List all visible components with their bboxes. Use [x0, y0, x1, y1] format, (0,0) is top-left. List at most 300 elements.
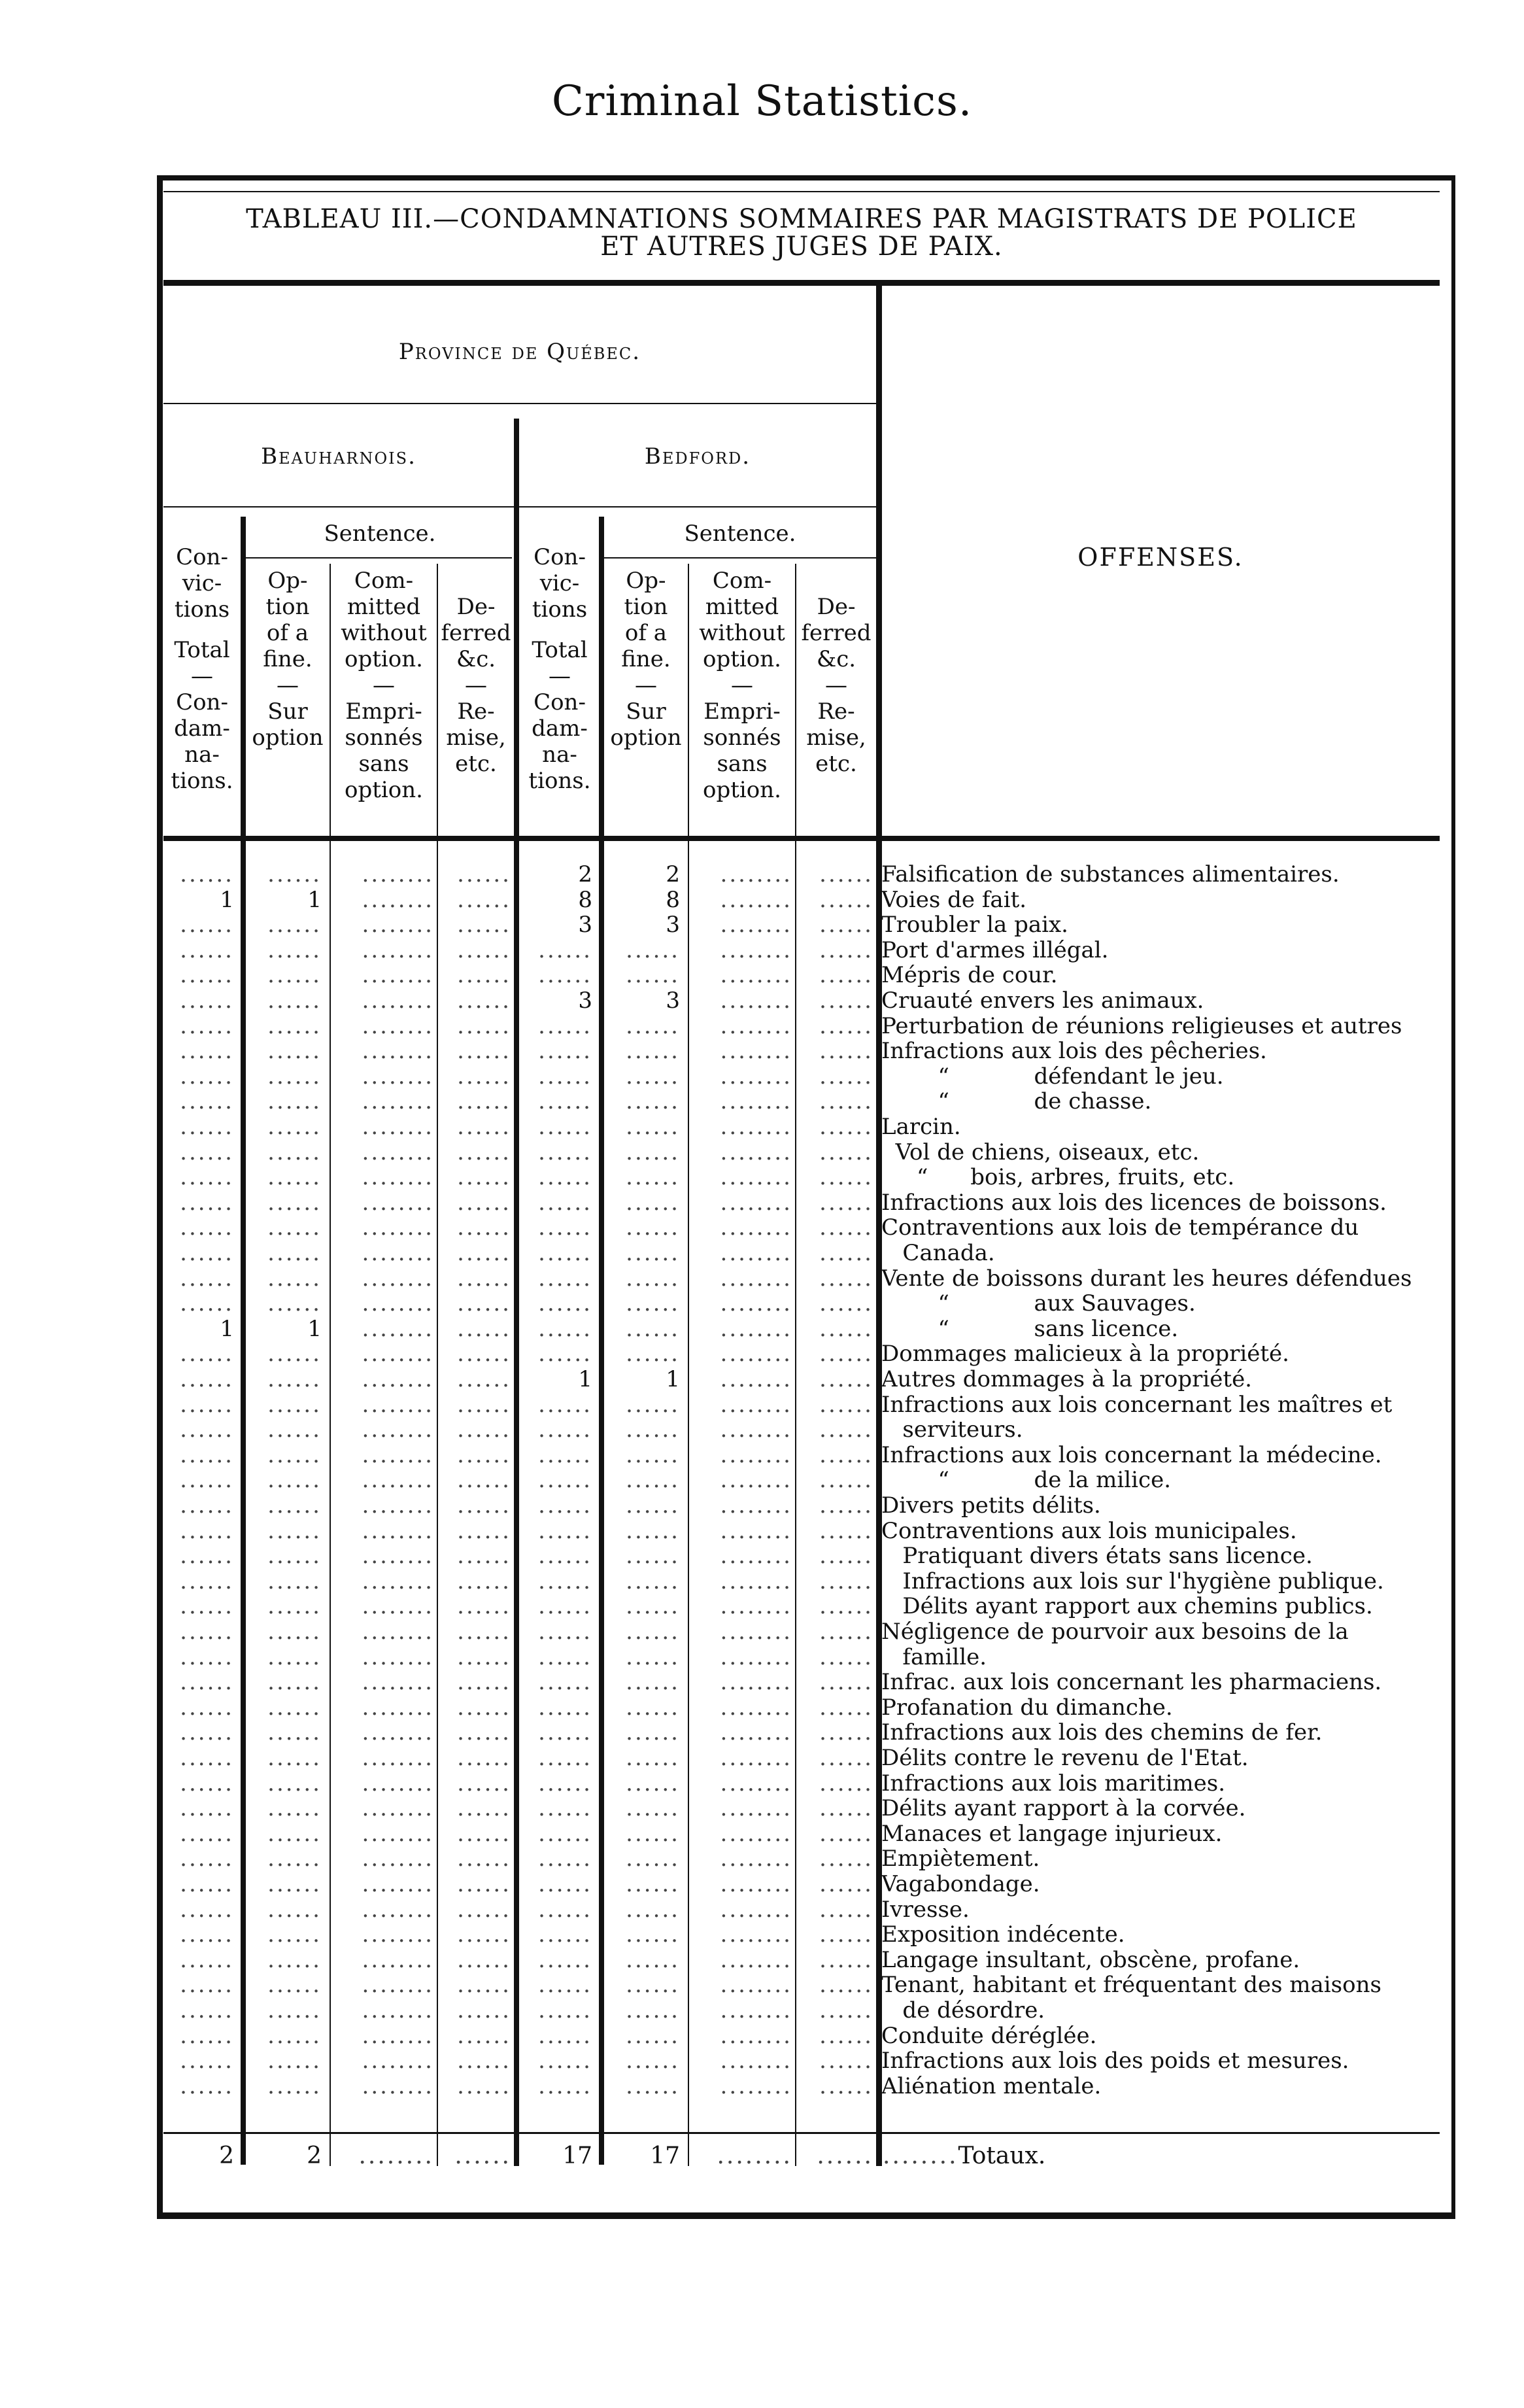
cell-beauharnois-deferred-dots: ...... — [457, 1039, 511, 1064]
cell-bedford-deferred-dots: ...... — [819, 1442, 873, 1468]
cell-beauharnois-deferred-dots: ...... — [457, 862, 511, 887]
cell-bedford-option-dots: ...... — [626, 1241, 680, 1265]
cell-bedford-deferred-dots: ...... — [819, 1190, 873, 1215]
cell-beauharnois-convictions-dots: ...... — [180, 1821, 234, 1846]
cell-bedford-committed-dots: ........ — [720, 1013, 792, 1039]
cell-beauharnois-convictions-dots: ...... — [180, 1796, 234, 1821]
cell-beauharnois-deferred-dots: ...... — [457, 988, 511, 1013]
cell-bedford-convictions-dots: ...... — [538, 1013, 592, 1039]
offense-label: Langage insultant, obscène, profane. — [881, 1946, 1300, 1973]
cell-bedford-option-dots: ...... — [626, 2023, 680, 2048]
cell-beauharnois-option-dots: ...... — [267, 2073, 322, 2099]
cell-beauharnois-deferred-dots: ...... — [457, 1821, 511, 1846]
cell-beauharnois-committed-dots: ........ — [362, 988, 434, 1013]
cell-beauharnois-committed-dots: ........ — [362, 1442, 434, 1468]
cell-beauharnois-convictions-dots: ...... — [180, 1468, 234, 1493]
offense-label: Exposition indécente. — [881, 1921, 1125, 1948]
cell-beauharnois-deferred-dots: ...... — [457, 1165, 511, 1190]
cell-bedford-option-dots: ...... — [626, 1392, 680, 1417]
cell-bedford-deferred-dots: ...... — [819, 1947, 873, 1972]
cell-beauharnois-deferred-dots: ...... — [457, 1770, 511, 1796]
cell-bedford-deferred-dots: ...... — [819, 887, 873, 912]
offense-label: Ivresse. — [881, 1896, 970, 1923]
cell-bedford-option-dots: ...... — [626, 1694, 680, 1720]
offense-label: Vagabondage. — [881, 1871, 1040, 1897]
cell-beauharnois-option-dots: ...... — [267, 1114, 322, 1139]
cell-bedford-convictions: 8 — [578, 887, 592, 912]
table-row — [163, 1897, 1440, 1922]
offense-label: Délits ayant rapport à la corvée. — [881, 1795, 1246, 1822]
cell-bedford-option-dots: ...... — [626, 937, 680, 963]
cell-beauharnois-committed-dots: ........ — [362, 1114, 434, 1139]
cell-beauharnois-deferred-dots: ...... — [457, 1972, 511, 1998]
cell-beauharnois-committed-dots: ........ — [362, 1694, 434, 1720]
cell-beauharnois-option-dots: ...... — [267, 1746, 322, 1770]
cell-beauharnois-deferred-dots: ...... — [457, 1594, 511, 1619]
cell-beauharnois-deferred-dots: ...... — [457, 1746, 511, 1770]
cell-beauharnois-convictions-dots: ...... — [180, 1114, 234, 1139]
cell-beauharnois-convictions-dots: ...... — [180, 1897, 234, 1922]
cell-bedford-option-dots: ...... — [626, 1796, 680, 1821]
cell-bedford-deferred-dots: ...... — [819, 1013, 873, 1039]
cell-bedford-convictions-dots: ...... — [538, 1796, 592, 1821]
table-row — [163, 938, 1440, 963]
cell-beauharnois-option-dots: ...... — [267, 1897, 322, 1922]
cell-bedford-convictions-dots: ...... — [538, 1846, 592, 1872]
cell-bedford-committed-dots: ........ — [720, 1543, 792, 1569]
cell-beauharnois-convictions-dots: ...... — [180, 2073, 234, 2099]
column-head-option-bedford: Op- tion of a fine. — Sur option — [610, 568, 682, 751]
offense-label: Vente de boissons durant les heures défendues — [881, 1265, 1412, 1292]
offense-label: serviteurs. — [881, 1417, 1023, 1443]
cell-bedford-committed-dots: ........ — [720, 1770, 792, 1796]
cell-beauharnois-committed-dots: ........ — [362, 1543, 434, 1569]
cell-beauharnois-committed-dots: ........ — [362, 1367, 434, 1392]
cell-bedford-committed-dots: ........ — [720, 1872, 792, 1897]
table-row — [163, 1367, 1440, 1392]
table-row — [163, 1846, 1440, 1871]
cell-bedford-convictions-dots: ...... — [538, 1493, 592, 1518]
table-row — [163, 2048, 1440, 2073]
cell-beauharnois-deferred-dots: ...... — [457, 1417, 511, 1443]
cell-bedford-option-dots: ...... — [626, 1720, 680, 1746]
cell-beauharnois-option-dots: ...... — [267, 1694, 322, 1720]
table-row — [163, 1670, 1440, 1694]
cell-bedford-convictions-dots: ...... — [538, 1998, 592, 2023]
table-row — [163, 887, 1440, 912]
cell-beauharnois-committed-dots: ........ — [362, 1417, 434, 1443]
cell-beauharnois-option-dots: ...... — [267, 1265, 322, 1291]
cell-beauharnois-deferred-dots: ...... — [457, 2073, 511, 2099]
cell-beauharnois-convictions-dots: ...... — [180, 1543, 234, 1569]
cell-bedford-convictions-dots: ...... — [538, 1947, 592, 1972]
cell-beauharnois-convictions-dots: ...... — [180, 1241, 234, 1265]
cell-bedford-convictions-dots: ...... — [538, 1972, 592, 1998]
cell-bedford-deferred-dots: ...... — [819, 1241, 873, 1265]
table-row — [163, 1266, 1440, 1291]
cell-bedford-convictions-dots: ...... — [538, 1089, 592, 1114]
cell-beauharnois-convictions-dots: ...... — [180, 1594, 234, 1619]
offense-label: Mépris de cour. — [881, 962, 1058, 989]
cell-bedford-committed-dots: ........ — [720, 1594, 792, 1619]
table-row — [163, 1392, 1440, 1417]
cell-bedford-option: 1 — [666, 1367, 680, 1392]
column-head-committed-beauharnois: Com- mitted without option. — Empri- sonnés sans option. — [341, 568, 427, 803]
cell-beauharnois-option-dots: ...... — [267, 1442, 322, 1468]
cell-beauharnois-deferred-dots: ...... — [457, 1215, 511, 1241]
cell-beauharnois-option-dots: ...... — [267, 1670, 322, 1695]
cell-beauharnois-deferred-dots: ...... — [457, 937, 511, 963]
offenses-heading: OFFENSES. — [1077, 543, 1244, 572]
table-row — [163, 1316, 1440, 1341]
cell-bedford-convictions-dots: ...... — [538, 2073, 592, 2099]
offense-label: Conduite déréglée. — [881, 2022, 1097, 2049]
table-row — [163, 1569, 1440, 1594]
cell-bedford-option-dots: ...... — [626, 1922, 680, 1948]
cell-beauharnois-deferred-dots: ...... — [457, 1392, 511, 1417]
table-row — [163, 1519, 1440, 1543]
cell-beauharnois-option-dots: ...... — [267, 937, 322, 963]
cell-bedford-convictions-dots: ...... — [538, 1644, 592, 1670]
cell-beauharnois-deferred-dots: ...... — [457, 1518, 511, 1543]
cell-beauharnois-committed-dots: ........ — [362, 1291, 434, 1316]
cell-bedford-convictions-dots: ...... — [538, 1694, 592, 1720]
cell-beauharnois-option-dots: ...... — [267, 1644, 322, 1670]
cell-beauharnois-option-dots: ...... — [267, 1720, 322, 1746]
cell-beauharnois-committed-dots: ........ — [362, 912, 434, 938]
cell-beauharnois-convictions-dots: ...... — [180, 1265, 234, 1291]
cell-bedford-option: 3 — [666, 988, 680, 1013]
cell-bedford-option: 3 — [666, 912, 680, 938]
cell-bedford-deferred-dots: ...... — [819, 1619, 873, 1644]
cell-bedford-committed-dots: ........ — [720, 1417, 792, 1443]
cell-bedford-committed-dots: ........ — [720, 937, 792, 963]
cell-bedford-deferred-dots: ...... — [819, 1089, 873, 1114]
cell-beauharnois-option-dots: ...... — [267, 1241, 322, 1265]
cell-beauharnois-committed-dots: ........ — [362, 1139, 434, 1165]
offense-label: Divers petits délits. — [881, 1492, 1101, 1519]
cell-bedford-committed-dots: ........ — [720, 1442, 792, 1468]
cell-beauharnois-convictions-dots: ...... — [180, 1518, 234, 1543]
cell-bedford-deferred-dots: ...... — [819, 2023, 873, 2048]
cell-beauharnois-convictions-dots: ...... — [180, 1619, 234, 1644]
table-row — [163, 1165, 1440, 1190]
cell-beauharnois-convictions-dots: ...... — [180, 1442, 234, 1468]
cell-beauharnois-convictions-dots: ...... — [180, 1291, 234, 1316]
table-row — [163, 1746, 1440, 1770]
offense-label: Vol de chiens, oiseaux, etc. — [881, 1139, 1200, 1165]
column-head-deferred-beauharnois: De- ferred &c. — Re- mise, etc. — [441, 594, 511, 777]
table-row — [163, 1972, 1440, 1997]
offense-label: Contraventions aux lois de tempérance du — [881, 1214, 1359, 1241]
cell-bedford-convictions-dots: ...... — [538, 1821, 592, 1846]
offense-label: “ de chasse. — [881, 1088, 1152, 1115]
cell-beauharnois-option-dots: ...... — [267, 1417, 322, 1443]
totals-label-text: Totaux. — [958, 2142, 1046, 2169]
cell-beauharnois-option-dots: ...... — [267, 1215, 322, 1241]
cell-beauharnois-option-dots: ...... — [267, 1846, 322, 1872]
province-rule — [163, 403, 876, 404]
cell-beauharnois-option: 1 — [307, 1316, 322, 1341]
cell-bedford-deferred-dots: ...... — [819, 2048, 873, 2074]
cell-beauharnois-convictions-dots: ...... — [180, 1846, 234, 1872]
cell-beauharnois-convictions-dots: ...... — [180, 1746, 234, 1770]
table-row — [163, 1720, 1440, 1745]
cell-bedford-option-dots: ...... — [626, 1139, 680, 1165]
cell-bedford-deferred-dots: ...... — [819, 2073, 873, 2099]
cell-bedford-committed-dots: ........ — [720, 1972, 792, 1998]
offense-label: Délits contre le revenu de l'Etat. — [881, 1745, 1249, 1771]
cell-beauharnois-committed-dots: ........ — [362, 1493, 434, 1518]
table-row — [163, 1417, 1440, 1442]
cell-bedford-deferred-dots: ...... — [819, 1518, 873, 1543]
cell-beauharnois-committed-dots: ........ — [362, 1039, 434, 1064]
offense-label: Empiètement. — [881, 1846, 1040, 1872]
cell-bedford-convictions-dots: ...... — [538, 937, 592, 963]
column-head-deferred-bedford: De- ferred &c. — Re- mise, etc. — [801, 594, 872, 777]
cell-bedford-option-dots: ...... — [626, 1039, 680, 1064]
cell-bedford-option-dots: ...... — [626, 1089, 680, 1114]
cell-bedford-deferred-dots: ...... — [819, 1291, 873, 1316]
cell-beauharnois-committed-dots: ........ — [362, 1241, 434, 1265]
offense-label: Contraventions aux lois municipales. — [881, 1517, 1297, 1544]
table-row — [163, 1468, 1440, 1492]
cell-bedford-committed-dots: ........ — [720, 1265, 792, 1291]
cell-beauharnois-deferred-dots: ...... — [457, 1619, 511, 1644]
cell-bedford-deferred-dots: ...... — [819, 1796, 873, 1821]
table-row — [163, 963, 1440, 988]
offense-label: Autres dommages à la propriété. — [881, 1366, 1252, 1392]
cell-beauharnois-committed-dots: ........ — [362, 1063, 434, 1089]
cell-beauharnois-convictions-dots: ...... — [180, 1341, 234, 1367]
cell-bedford-convictions-dots: ...... — [538, 1215, 592, 1241]
cell-bedford-committed-dots: ........ — [720, 1493, 792, 1518]
cell-beauharnois-option-dots: ...... — [267, 963, 322, 988]
cell-beauharnois-committed-dots: ........ — [362, 1568, 434, 1594]
offense-label: Dommages malicieux à la propriété. — [881, 1341, 1289, 1367]
cell-bedford-option-dots: ...... — [626, 1291, 680, 1316]
cell-beauharnois-option-dots: ...... — [267, 1947, 322, 1972]
table-row — [163, 1922, 1440, 1947]
cell-beauharnois-committed-dots: ........ — [362, 2048, 434, 2074]
cell-bedford-option-dots: ...... — [626, 1770, 680, 1796]
cell-beauharnois-option-dots: ...... — [267, 1291, 322, 1316]
cell-beauharnois-deferred-dots: ...... — [457, 1468, 511, 1493]
cell-beauharnois-convictions-dots: ...... — [180, 1872, 234, 1897]
table-row — [163, 1114, 1440, 1139]
offense-label: Profanation du dimanche. — [881, 1694, 1173, 1721]
cell-bedford-option-dots: ...... — [626, 1417, 680, 1443]
offense-label: Falsification de substances alimentaires. — [881, 861, 1340, 887]
table-title-line-2: ET AUTRES JUGES DE PAIX. — [600, 232, 1003, 262]
cell-bedford-deferred-dots: ...... — [819, 1594, 873, 1619]
cell-bedford-convictions-dots: ...... — [538, 963, 592, 988]
sentence-heading-beauharnois: Sentence. — [324, 521, 436, 547]
cell-beauharnois-committed-dots: ........ — [362, 1897, 434, 1922]
cell-beauharnois-deferred-dots: ...... — [457, 2048, 511, 2074]
cell-beauharnois-option-dots: ...... — [267, 1922, 322, 1948]
cell-beauharnois-option-dots: ...... — [267, 1518, 322, 1543]
cell-beauharnois-option-dots: ...... — [267, 2023, 322, 2048]
cell-bedford-deferred-dots: ...... — [819, 1694, 873, 1720]
table-row — [163, 1341, 1440, 1366]
cell-beauharnois-deferred-dots: ...... — [457, 1241, 511, 1265]
cell-beauharnois-option-dots: ...... — [267, 1367, 322, 1392]
cell-bedford-committed-dots: ........ — [720, 1846, 792, 1872]
cell-bedford-option-dots: ...... — [626, 1543, 680, 1569]
cell-beauharnois-option-dots: ...... — [267, 988, 322, 1013]
cell-beauharnois-convictions-dots: ...... — [180, 1039, 234, 1064]
cell-beauharnois-deferred-dots: ...... — [457, 1897, 511, 1922]
cell-bedford-convictions-dots: ...... — [538, 1265, 592, 1291]
cell-bedford-option-dots: ...... — [626, 1316, 680, 1341]
table-row — [163, 1872, 1440, 1897]
cell-bedford-deferred-dots: ...... — [819, 1543, 873, 1569]
cell-beauharnois-convictions-dots: ...... — [180, 963, 234, 988]
cell-beauharnois-convictions-dots: ...... — [180, 1568, 234, 1594]
cell-bedford-committed-dots: ........ — [720, 1114, 792, 1139]
title-divider — [163, 280, 1440, 286]
offense-label: Infrac. aux lois concernant les pharmaciens. — [881, 1669, 1382, 1696]
cell-beauharnois-deferred-dots: ...... — [457, 1139, 511, 1165]
cell-beauharnois-option-dots: ...... — [267, 1013, 322, 1039]
cell-bedford-committed-dots: ........ — [720, 1039, 792, 1064]
cell-beauharnois-committed-dots: ........ — [362, 1265, 434, 1291]
cell-beauharnois-convictions-dots: ...... — [180, 2048, 234, 2074]
cell-bedford-option-dots: ...... — [626, 1265, 680, 1291]
cell-beauharnois-convictions-dots: ...... — [180, 1972, 234, 1998]
offense-label: Infractions aux lois sur l'hygiène publique. — [881, 1568, 1384, 1594]
offense-label: Infractions aux lois maritimes. — [881, 1770, 1226, 1797]
header-divider — [163, 836, 1440, 841]
province-heading: Province de Québec. — [398, 339, 641, 365]
cell-beauharnois-deferred-dots: ...... — [457, 1265, 511, 1291]
cell-bedford-committed-dots: ........ — [720, 1644, 792, 1670]
offense-label: Voies de fait. — [881, 886, 1027, 913]
cell-bedford-deferred-dots: ...... — [819, 963, 873, 988]
cell-bedford-option-dots: ...... — [626, 1518, 680, 1543]
cell-beauharnois-deferred-dots: ...... — [457, 1846, 511, 1872]
cell-bedford-convictions-dots: ...... — [538, 1063, 592, 1089]
cell-bedford-deferred-dots: ...... — [819, 1493, 873, 1518]
cell-bedford-deferred-dots: ...... — [819, 1644, 873, 1670]
table-row — [163, 1594, 1440, 1619]
table-row — [163, 1695, 1440, 1720]
cell-beauharnois-convictions-dots: ...... — [180, 1190, 234, 1215]
cell-bedford-convictions-dots: ...... — [538, 1770, 592, 1796]
offense-label: “ de la milice. — [881, 1467, 1172, 1494]
offense-label: Infractions aux lois des licences de boissons. — [881, 1189, 1387, 1216]
cell-beauharnois-committed-dots: ........ — [362, 1594, 434, 1619]
cell-beauharnois-committed-dots: ........ — [362, 1947, 434, 1972]
cell-beauharnois-deferred-dots: ...... — [457, 1114, 511, 1139]
cell-beauharnois-deferred-dots: ...... — [457, 1543, 511, 1569]
cell-bedford-convictions-dots: ...... — [538, 1341, 592, 1367]
cell-bedford-option-dots: ...... — [626, 1846, 680, 1872]
cell-bedford-committed-dots: ........ — [720, 862, 792, 887]
cell-bedford-deferred-dots: ...... — [819, 1417, 873, 1443]
cell-beauharnois-deferred-dots: ...... — [457, 1316, 511, 1341]
total-beauharnois-committed-dots: ........ — [358, 2142, 434, 2169]
cell-bedford-convictions-dots: ...... — [538, 1468, 592, 1493]
cell-bedford-option-dots: ...... — [626, 1947, 680, 1972]
cell-bedford-convictions-dots: ...... — [538, 1190, 592, 1215]
cell-beauharnois-convictions-dots: ...... — [180, 1720, 234, 1746]
cell-beauharnois-committed-dots: ........ — [362, 1972, 434, 1998]
cell-bedford-deferred-dots: ...... — [819, 862, 873, 887]
cell-bedford-committed-dots: ........ — [720, 1746, 792, 1770]
cell-bedford-committed-dots: ........ — [720, 1316, 792, 1341]
cell-beauharnois-committed-dots: ........ — [362, 2073, 434, 2099]
cell-beauharnois-option-dots: ...... — [267, 1165, 322, 1190]
district-heading-bedford: Bedford. — [644, 443, 751, 470]
totals-leader-dots: ........ — [883, 2142, 958, 2169]
cell-bedford-deferred-dots: ...... — [819, 1114, 873, 1139]
cell-beauharnois-option-dots: ...... — [267, 1998, 322, 2023]
cell-bedford-convictions: 2 — [578, 862, 592, 887]
table-title — [163, 205, 1440, 260]
cell-bedford-convictions: 3 — [578, 988, 592, 1013]
cell-bedford-committed-dots: ........ — [720, 963, 792, 988]
offense-label: Infractions aux lois des pêcheries. — [881, 1038, 1267, 1065]
cell-beauharnois-convictions-dots: ...... — [180, 1215, 234, 1241]
cell-bedford-committed-dots: ........ — [720, 1947, 792, 1972]
total-beauharnois-option: 2 — [307, 2142, 322, 2169]
cell-beauharnois-option-dots: ...... — [267, 1039, 322, 1064]
cell-bedford-committed-dots: ........ — [720, 1139, 792, 1165]
cell-beauharnois-committed-dots: ........ — [362, 1190, 434, 1215]
top-inner-rule — [163, 191, 1440, 192]
offense-label: Troubler la paix. — [881, 912, 1068, 938]
total-bedford-option: 17 — [650, 2142, 680, 2169]
offense-label: Perturbation de réunions religieuses et autres — [881, 1012, 1402, 1039]
cell-bedford-option-dots: ...... — [626, 1341, 680, 1367]
cell-bedford-committed-dots: ........ — [720, 1518, 792, 1543]
cell-beauharnois-option-dots: ...... — [267, 1139, 322, 1165]
cell-beauharnois-committed-dots: ........ — [362, 937, 434, 963]
table-row — [163, 1291, 1440, 1316]
cell-beauharnois-convictions-dots: ...... — [180, 1493, 234, 1518]
table-row — [163, 1998, 1440, 2023]
cell-bedford-committed-dots: ........ — [720, 2048, 792, 2074]
cell-bedford-deferred-dots: ...... — [819, 1821, 873, 1846]
cell-bedford-committed-dots: ........ — [720, 1215, 792, 1241]
cell-bedford-option-dots: ...... — [626, 1442, 680, 1468]
cell-bedford-deferred-dots: ...... — [819, 1568, 873, 1594]
cell-bedford-option-dots: ...... — [626, 1594, 680, 1619]
cell-beauharnois-convictions-dots: ...... — [180, 1417, 234, 1443]
cell-bedford-committed-dots: ........ — [720, 1468, 792, 1493]
total-bedford-deferred-dots: ...... — [817, 2142, 873, 2169]
totals-top-rule — [163, 2132, 1440, 2134]
cell-beauharnois-convictions-dots: ...... — [180, 1367, 234, 1392]
cell-bedford-option-dots: ...... — [626, 1013, 680, 1039]
cell-beauharnois-committed-dots: ........ — [362, 1746, 434, 1770]
table-row — [163, 1619, 1440, 1644]
cell-bedford-convictions-dots: ...... — [538, 1922, 592, 1948]
cell-bedford-committed-dots: ........ — [720, 1897, 792, 1922]
cell-beauharnois-deferred-dots: ...... — [457, 1998, 511, 2023]
cell-beauharnois-committed-dots: ........ — [362, 1341, 434, 1367]
district-heading-beauharnois: Beauharnois. — [261, 443, 416, 470]
cell-bedford-option-dots: ...... — [626, 1619, 680, 1644]
cell-beauharnois-deferred-dots: ...... — [457, 1013, 511, 1039]
cell-bedford-committed-dots: ........ — [720, 2023, 792, 2048]
cell-beauharnois-committed-dots: ........ — [362, 887, 434, 912]
column-head-committed-bedford: Com- mitted without option. — Empri- sonnés sans option. — [699, 568, 785, 803]
cell-beauharnois-option-dots: ...... — [267, 1872, 322, 1897]
cell-beauharnois-deferred-dots: ...... — [457, 1367, 511, 1392]
